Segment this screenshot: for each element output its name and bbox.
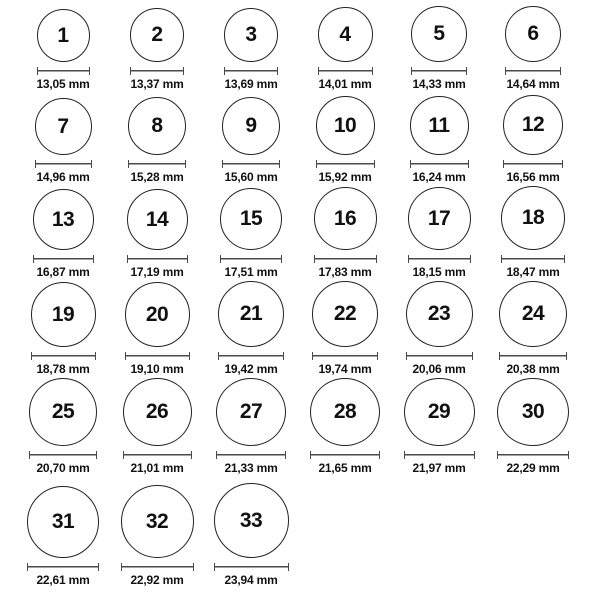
ring-size-number: 10	[333, 113, 357, 137]
ring-circle	[497, 378, 569, 446]
diameter-label: 15,60 mm	[224, 170, 278, 184]
diameter-ruler	[503, 160, 563, 168]
diameter-label: 18,47 mm	[506, 265, 560, 279]
ring-circle	[314, 187, 377, 250]
ring-circle	[216, 378, 286, 446]
ring-size-number: 13	[51, 207, 75, 231]
ring-size-item	[298, 186, 392, 281]
diameter-label: 16,24 mm	[412, 170, 466, 184]
diameter-label: 21,33 mm	[224, 461, 278, 475]
ring-size-item	[110, 186, 204, 281]
ring-size-item	[16, 378, 110, 477]
chart-row	[0, 281, 600, 378]
chart-row	[0, 477, 600, 589]
ring-size-number: 11	[428, 113, 450, 137]
diameter-ruler	[214, 563, 289, 571]
ring-size-number: 17	[427, 206, 451, 230]
ring-size-item	[204, 378, 298, 477]
ring-circle	[31, 282, 96, 347]
ring-circle	[33, 189, 94, 250]
diameter-ruler	[127, 255, 188, 263]
ring-circle	[501, 186, 565, 250]
ring-size-number: 15	[239, 207, 263, 230]
ring-size-number: 21	[239, 302, 263, 325]
ring-size-number: 27	[239, 400, 263, 424]
ring-size-item	[204, 186, 298, 281]
diameter-label: 22,29 mm	[506, 461, 560, 475]
ring-size-number: 3	[245, 23, 257, 46]
ring-circle	[218, 281, 284, 347]
ring-size-number: 5	[433, 22, 445, 45]
diameter-label: 21,65 mm	[318, 461, 372, 475]
ring-size-number: 9	[245, 114, 257, 137]
diameter-label: 20,70 mm	[36, 461, 90, 475]
diameter-label: 17,51 mm	[224, 265, 278, 279]
diameter-label: 19,42 mm	[224, 362, 278, 376]
ring-circle	[404, 378, 475, 446]
diameter-ruler	[27, 563, 99, 571]
diameter-ruler	[31, 352, 96, 360]
diameter-ruler	[501, 255, 565, 263]
ring-size-item	[16, 186, 110, 281]
diameter-ruler	[125, 352, 190, 360]
diameter-ruler	[411, 67, 467, 75]
ring-circle	[37, 9, 90, 62]
ring-size-item	[486, 93, 580, 186]
diameter-ruler	[123, 451, 192, 459]
ring-circle	[224, 8, 278, 62]
ring-circle	[318, 7, 373, 62]
ring-size-item	[110, 477, 204, 589]
ring-size-number: 32	[145, 509, 169, 533]
ring-circle	[29, 378, 97, 446]
ring-circle	[499, 281, 567, 347]
diameter-ruler	[497, 451, 569, 459]
diameter-ruler	[408, 255, 471, 263]
ring-size-item	[204, 281, 298, 378]
ring-size-number: 25	[51, 400, 75, 423]
ring-size-item	[16, 281, 110, 378]
diameter-label: 14,64 mm	[506, 77, 560, 91]
ring-size-number: 1	[57, 23, 69, 47]
ring-size-item	[298, 378, 392, 477]
diameter-ruler	[505, 67, 561, 75]
ring-size-number: 33	[239, 508, 263, 532]
diameter-ruler	[216, 451, 286, 459]
ring-circle	[121, 485, 194, 558]
ring-size-number: 4	[339, 22, 351, 46]
diameter-label: 15,92 mm	[318, 170, 372, 184]
diameter-ruler	[218, 352, 284, 360]
diameter-label: 22,92 mm	[130, 573, 184, 587]
ring-size-number: 19	[51, 302, 75, 326]
ring-size-item	[486, 186, 580, 281]
chart-row	[0, 378, 600, 477]
ring-size-item	[110, 378, 204, 477]
ring-size-number: 31	[51, 510, 75, 533]
chart-row	[0, 0, 600, 93]
ring-size-item	[298, 281, 392, 378]
ring-size-number: 26	[145, 400, 169, 424]
ring-size-number: 2	[151, 23, 163, 46]
ring-circle	[35, 98, 92, 155]
ring-size-number: 16	[333, 206, 357, 230]
ring-size-number: 28	[333, 400, 357, 424]
diameter-label: 17,83 mm	[318, 265, 372, 279]
diameter-label: 14,33 mm	[412, 77, 466, 91]
diameter-label: 17,19 mm	[130, 265, 184, 279]
diameter-label: 23,94 mm	[224, 573, 278, 587]
ring-size-number: 24	[521, 302, 545, 326]
ring-size-item	[392, 186, 486, 281]
diameter-label: 13,05 mm	[36, 77, 90, 91]
ring-size-item	[486, 281, 580, 378]
diameter-label: 20,06 mm	[412, 362, 466, 376]
diameter-ruler	[404, 451, 475, 459]
diameter-label: 21,97 mm	[412, 461, 466, 475]
diameter-ruler	[499, 352, 567, 360]
ring-size-number: 14	[145, 207, 169, 231]
diameter-label: 21,01 mm	[130, 461, 184, 475]
ring-size-item	[16, 477, 110, 589]
ring-circle	[125, 282, 190, 347]
ring-circle	[410, 96, 469, 155]
diameter-ruler	[224, 67, 278, 75]
chart-row	[0, 93, 600, 186]
diameter-label: 13,69 mm	[224, 77, 278, 91]
diameter-ruler	[33, 255, 94, 263]
ring-size-item	[204, 477, 298, 589]
diameter-label: 13,37 mm	[130, 77, 184, 91]
ring-size-item	[486, 378, 580, 477]
ring-size-item	[392, 93, 486, 186]
diameter-ruler	[222, 160, 280, 168]
ring-size-number: 12	[521, 113, 545, 136]
diameter-ruler	[37, 67, 90, 75]
diameter-label: 18,78 mm	[36, 362, 90, 376]
ring-size-item	[204, 93, 298, 186]
diameter-label: 14,01 mm	[318, 77, 372, 91]
ring-circle	[310, 378, 380, 446]
ring-size-number: 22	[333, 302, 357, 325]
ring-circle	[505, 6, 561, 62]
diameter-label: 16,56 mm	[506, 170, 560, 184]
ring-circle	[406, 281, 473, 347]
ring-circle	[214, 483, 289, 558]
diameter-ruler	[312, 352, 378, 360]
ring-size-number: 29	[427, 400, 451, 424]
ring-size-item	[110, 0, 204, 93]
diameter-ruler	[35, 160, 92, 168]
ring-circle	[411, 6, 467, 62]
diameter-ruler	[316, 160, 375, 168]
diameter-ruler	[220, 255, 282, 263]
ring-size-number: 8	[151, 114, 163, 137]
ring-size-number: 6	[527, 22, 539, 45]
diameter-ruler	[121, 563, 194, 571]
ring-size-number: 18	[521, 206, 545, 229]
ring-size-number: 23	[427, 302, 451, 326]
diameter-ruler	[130, 67, 184, 75]
ring-circle	[27, 486, 99, 558]
diameter-ruler	[314, 255, 377, 263]
ring-circle	[316, 96, 375, 155]
ring-circle	[220, 188, 282, 250]
ring-circle	[128, 97, 186, 155]
ring-circle	[123, 378, 192, 446]
ring-circle	[127, 189, 188, 250]
ring-size-item	[110, 281, 204, 378]
ring-circle	[503, 95, 563, 155]
ring-size-item	[204, 0, 298, 93]
ring-size-number: 7	[57, 114, 69, 138]
chart-row	[0, 186, 600, 281]
diameter-label: 19,74 mm	[318, 362, 372, 376]
diameter-label: 16,87 mm	[36, 265, 90, 279]
diameter-label: 19,10 mm	[130, 362, 184, 376]
diameter-label: 18,15 mm	[412, 265, 466, 279]
ring-size-item	[110, 93, 204, 186]
ring-size-item	[16, 93, 110, 186]
ring-size-item	[298, 0, 392, 93]
diameter-ruler	[29, 451, 97, 459]
diameter-ruler	[128, 160, 186, 168]
diameter-label: 22,61 mm	[36, 573, 90, 587]
diameter-ruler	[310, 451, 380, 459]
ring-circle	[408, 187, 471, 250]
diameter-label: 20,38 mm	[506, 362, 560, 376]
ring-size-item	[392, 378, 486, 477]
ring-size-number: 20	[145, 302, 169, 326]
diameter-label: 15,28 mm	[130, 170, 184, 184]
ring-size-item	[392, 281, 486, 378]
ring-size-number: 30	[521, 400, 545, 424]
diameter-label: 14,96 mm	[36, 170, 90, 184]
ring-circle	[312, 281, 378, 347]
ring-size-item	[16, 0, 110, 93]
ring-size-item	[486, 0, 580, 93]
ring-circle	[130, 8, 184, 62]
ring-size-item	[392, 0, 486, 93]
ring-circle	[222, 97, 280, 155]
diameter-ruler	[410, 160, 469, 168]
ring-size-item	[298, 93, 392, 186]
diameter-ruler	[318, 67, 373, 75]
diameter-ruler	[406, 352, 473, 360]
